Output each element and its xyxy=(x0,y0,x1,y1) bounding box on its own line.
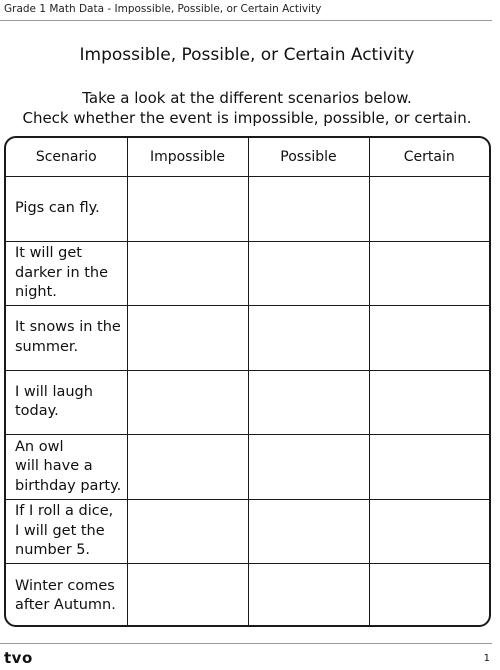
impossible-cell[interactable] xyxy=(127,564,248,628)
column-header-impossible: Impossible xyxy=(127,138,248,177)
impossible-cell[interactable] xyxy=(127,241,248,306)
impossible-cell[interactable] xyxy=(127,306,248,371)
scenario-table xyxy=(4,136,491,627)
certain-cell[interactable] xyxy=(369,564,489,628)
impossible-cell[interactable] xyxy=(127,499,248,564)
scenario-text: If I roll a dice, xyxy=(15,503,114,519)
instruction-line: Take a look at the different scenarios below. xyxy=(82,89,412,107)
table-row xyxy=(6,564,489,628)
table-header-row xyxy=(6,138,489,177)
table-row xyxy=(6,499,489,564)
scenario-text: darker in the xyxy=(15,264,109,281)
scenario-text: I will laugh xyxy=(15,383,93,400)
scenario-cell xyxy=(6,499,127,564)
scenario-cell xyxy=(6,306,127,371)
possible-cell[interactable] xyxy=(248,370,369,435)
certain-cell[interactable] xyxy=(369,370,489,435)
table-row xyxy=(6,177,489,242)
scenario-text: It snows in the xyxy=(15,319,121,336)
certain-cell[interactable] xyxy=(369,306,489,371)
page-number: 1 xyxy=(483,653,490,664)
scenario-text: I will get the xyxy=(15,522,105,539)
impossible-cell[interactable] xyxy=(127,177,248,242)
scenario-text: will have a xyxy=(15,458,93,474)
scenario-text: today. xyxy=(15,403,59,420)
possible-cell[interactable] xyxy=(248,499,369,564)
possible-cell[interactable] xyxy=(248,564,369,628)
scenario-text: night. xyxy=(15,284,57,300)
scenario-text: It will get xyxy=(15,245,82,261)
scenario-cell xyxy=(6,177,127,242)
possible-cell[interactable] xyxy=(248,177,369,242)
column-header-certain: Certain xyxy=(369,138,489,177)
column-header-scenario: Scenario xyxy=(6,138,127,177)
certain-cell[interactable] xyxy=(369,241,489,306)
header-divider xyxy=(0,20,492,21)
table-row xyxy=(6,241,489,306)
instructions xyxy=(0,88,494,128)
certain-cell[interactable] xyxy=(369,177,489,242)
scenario-text: birthday party. xyxy=(15,477,122,494)
scenario-cell xyxy=(6,564,127,628)
scenario-text: Winter comes xyxy=(15,577,115,594)
scenario-cell xyxy=(6,241,127,306)
footer-divider xyxy=(0,643,492,644)
impossible-cell[interactable] xyxy=(127,370,248,435)
scenario-text: summer. xyxy=(15,338,79,355)
scenario-text: An owl xyxy=(15,438,64,455)
possible-cell[interactable] xyxy=(248,306,369,371)
scenario-cell xyxy=(6,435,127,500)
scenario-text: after Autumn. xyxy=(15,597,116,613)
table-row xyxy=(6,435,489,500)
scenario-text: Pigs can fly. xyxy=(15,200,100,216)
certain-cell[interactable] xyxy=(369,499,489,564)
page-title: Impossible, Possible, or Certain Activity xyxy=(79,45,415,65)
certain-cell[interactable] xyxy=(369,435,489,500)
tvo-logo: tvo xyxy=(4,649,33,667)
instruction-line: Check whether the event is impossible, possible, or certain. xyxy=(22,109,472,127)
table-row xyxy=(6,370,489,435)
possible-cell[interactable] xyxy=(248,435,369,500)
scenario-text: number 5. xyxy=(15,542,91,558)
impossible-cell[interactable] xyxy=(127,435,248,500)
column-header-possible: Possible xyxy=(248,138,369,177)
table-row xyxy=(6,306,489,371)
possible-cell[interactable] xyxy=(248,241,369,306)
document-header: Grade 1 Math Data - Impossible, Possible, or Certain Activity xyxy=(4,3,322,15)
scenario-cell xyxy=(6,370,127,435)
